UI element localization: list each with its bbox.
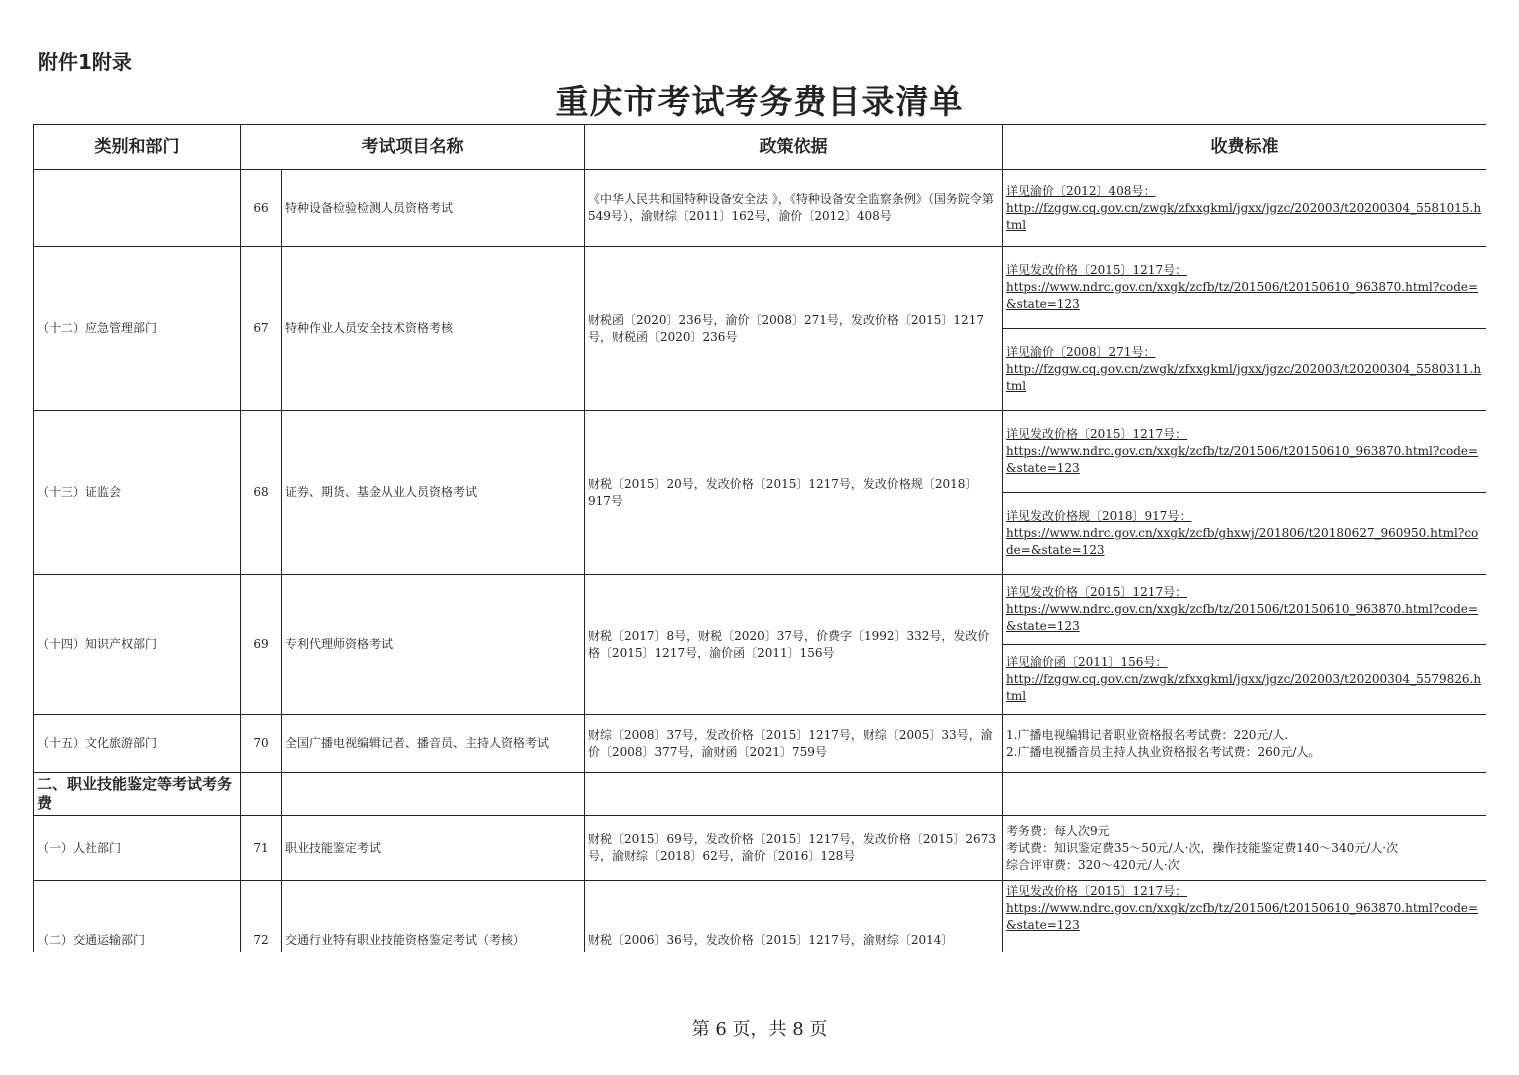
item-name: 专利代理师资格考试 <box>282 575 585 715</box>
dept-cell: （一）人社部门 <box>34 816 241 881</box>
dept-cell: （十二）应急管理部门 <box>34 247 241 411</box>
item-number: 71 <box>241 816 282 881</box>
fee-cell <box>1003 170 1487 247</box>
dept-cell: （十五）文化旅游部门 <box>34 715 241 773</box>
annex-label: 附件1附录 <box>38 50 132 74</box>
fee-table-wrapper <box>33 124 1486 952</box>
fee-link[interactable]: 详见发改价格〔2015〕1217号： https://www.ndrc.gov.cn/xxgk/zcfb/tz/201506/t20150610_963870.html?code=&state=123 <box>1006 263 1479 311</box>
header-dept: 类别和部门 <box>34 125 241 170</box>
policy-cell: 财税〔2015〕20号，发改价格〔2015〕1217号，发改价格规〔2018〕917号 <box>585 411 1003 575</box>
policy-cell: 财税函〔2020〕236号，渝价〔2008〕271号，发改价格〔2015〕1217号，财税函〔2020〕236号 <box>585 247 1003 411</box>
policy-cell: 《中华人民共和国特种设备安全法 》，《特种设备安全监察条例》（国务院令第549号），渝财综〔2011〕162号，渝价〔2012〕408号 <box>585 170 1003 247</box>
fee-link[interactable]: 详见渝价〔2008〕271号： http://fzggw.cq.gov.cn/zwgk/zfxxgkml/jgxx/jgzc/202003/t20200304_5580311.html <box>1006 345 1482 393</box>
item-number: 67 <box>241 247 282 411</box>
fee-table <box>33 124 1486 952</box>
policy-cell: 财税〔2017〕8号，财税〔2020〕37号，价费字〔1992〕332号，发改价格〔2015〕1217号，渝价函〔2011〕156号 <box>585 575 1003 715</box>
table-row <box>34 881 1487 953</box>
fee-link[interactable]: 详见发改价格〔2015〕1217号： https://www.ndrc.gov.cn/xxgk/zcfb/tz/201506/t20150610_963870.html?code=&state=123 <box>1006 427 1479 475</box>
table-row <box>34 715 1487 773</box>
section-row <box>34 773 1487 816</box>
table-row <box>34 816 1487 881</box>
fee-cell <box>1003 575 1487 645</box>
section-title: 二、职业技能鉴定等考试考务费 <box>34 773 241 816</box>
item-number: 69 <box>241 575 282 715</box>
item-number: 72 <box>241 881 282 953</box>
fee-cell <box>1003 247 1487 329</box>
item-name: 特种设备检验检测人员资格考试 <box>282 170 585 247</box>
item-name: 交通行业特有职业技能资格鉴定考试（考核） <box>282 881 585 953</box>
table-row <box>34 170 1487 247</box>
page-footer: 第 6 页，共 8 页 <box>691 1019 828 1040</box>
fee-cell: 考务费：每人次9元 考试费：知识鉴定费35～50元/人·次，操作技能鉴定费140～340元/人·次 综合评审费：320～420元/人·次 <box>1003 816 1487 881</box>
item-number: 68 <box>241 411 282 575</box>
fee-cell <box>1003 411 1487 493</box>
policy-cell: 财税〔2015〕69号，发改价格〔2015〕1217号，发改价格〔2015〕2673号，渝财综〔2018〕62号，渝价〔2016〕128号 <box>585 816 1003 881</box>
item-name: 特种作业人员安全技术资格考核 <box>282 247 585 411</box>
table-header-row <box>34 125 1487 170</box>
fee-cell <box>1003 329 1487 411</box>
empty-cell <box>282 773 585 816</box>
header-fee: 收费标准 <box>1003 125 1487 170</box>
table-row <box>34 247 1487 329</box>
item-number: 70 <box>241 715 282 773</box>
dept-cell: （十三）证监会 <box>34 411 241 575</box>
fee-link[interactable]: 详见渝价〔2012〕408号： http://fzggw.cq.gov.cn/zwgk/zfxxgkml/jgxx/jgzc/202003/t20200304_5581015.html <box>1006 183 1482 232</box>
header-policy: 政策依据 <box>585 125 1003 170</box>
fee-link[interactable]: 详见发改价格规〔2018〕917号： https://www.ndrc.gov.cn/xxgk/zcfb/ghxwj/201806/t20180627_960950.html?code=&state=123 <box>1006 509 1479 557</box>
fee-cell: 1.广播电视编辑记者职业资格报名考试费：220元/人. 2.广播电视播音员主持人执业资格报名考试费：260元/人。 <box>1003 715 1487 773</box>
fee-link[interactable]: 详见发改价格〔2015〕1217号： https://www.ndrc.gov.cn/xxgk/zcfb/tz/201506/t20150610_963870.html?code=&state=123 <box>1006 585 1479 633</box>
fee-link[interactable]: 详见发改价格〔2015〕1217号： https://www.ndrc.gov.cn/xxgk/zcfb/tz/201506/t20150610_963870.html?code=&state=123 <box>1006 884 1479 932</box>
empty-cell <box>585 773 1003 816</box>
item-name: 职业技能鉴定考试 <box>282 816 585 881</box>
item-name: 全国广播电视编辑记者、播音员、主持人资格考试 <box>282 715 585 773</box>
policy-cell: 财税〔2006〕36号，发改价格〔2015〕1217号，渝财综〔2014〕 <box>585 881 1003 953</box>
table-row <box>34 575 1487 645</box>
policy-cell: 财综〔2008〕37号，发改价格〔2015〕1217号，财综〔2005〕33号，渝价〔2008〕377号，渝财函〔2021〕759号 <box>585 715 1003 773</box>
empty-cell <box>241 773 282 816</box>
dept-cell: （二）交通运输部门 <box>34 881 241 953</box>
fee-cell <box>1003 881 1487 953</box>
dept-cell: （十四）知识产权部门 <box>34 575 241 715</box>
fee-link[interactable]: 详见渝价函〔2011〕156号： http://fzggw.cq.gov.cn/zwgk/zfxxgkml/jgxx/jgzc/202003/t20200304_5579826.html <box>1006 655 1482 703</box>
document-title: 重庆市考试考务费目录清单 <box>555 82 964 121</box>
fee-cell <box>1003 493 1487 575</box>
empty-cell <box>1003 773 1487 816</box>
header-item: 考试项目名称 <box>241 125 585 170</box>
item-name: 证券、期货、基金从业人员资格考试 <box>282 411 585 575</box>
item-number: 66 <box>241 170 282 247</box>
dept-cell <box>34 170 241 247</box>
table-row <box>34 411 1487 493</box>
fee-cell <box>1003 645 1487 715</box>
